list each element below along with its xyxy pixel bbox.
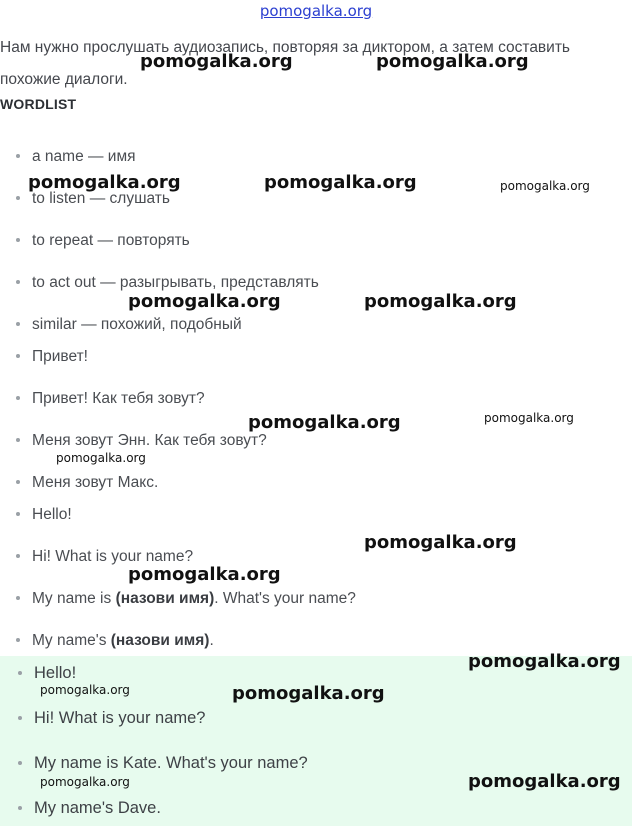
dialog-line [18,799,161,818]
watermark: pomogalka.org [468,771,621,792]
bullet-icon [16,238,20,242]
watermark: pomogalka.org [468,651,621,672]
watermark: pomogalka.org [128,564,281,585]
bullet-icon [18,716,22,720]
list-item [16,348,88,366]
dialog-line [18,709,205,728]
list-item-text: to act out — разыгрывать, представлять [32,274,319,291]
site-header-link[interactable]: pomogalka.org [259,2,373,20]
list-item-text: Hi! What is your name? [32,548,194,565]
watermark: pomogalka.org [40,775,130,789]
intro-paragraph: Нам нужно прослушать аудиозапись, повторяя за диктором, а затем составить похожие диалоги. [0,39,571,88]
bullet-icon [18,761,22,765]
watermark: pomogalka.org [500,179,590,193]
watermark: pomogalka.org [364,291,517,312]
list-item-text-after: . What's your name? [214,590,356,607]
watermark: pomogalka.org [40,683,130,697]
list-item [16,274,319,292]
list-item-text: Hello! [32,506,72,523]
watermark: pomogalka.org [484,411,574,425]
bullet-icon [16,512,20,516]
dialog-line [18,754,308,773]
bullet-icon [16,554,20,558]
bullet-icon [16,154,20,158]
list-item [16,474,158,492]
list-item [16,506,72,524]
bullet-icon [16,438,20,442]
list-item-text: Привет! Как тебя зовут? [32,390,205,407]
list-item [16,432,267,450]
watermark: pomogalka.org [232,683,385,704]
bullet-icon [16,196,20,200]
watermark: pomogalka.org [128,291,281,312]
bullet-icon [16,322,20,326]
watermark: pomogalka.org [140,51,293,72]
list-item-text-after: . [209,632,214,649]
bullet-icon [16,280,20,284]
dialog-line-text: Hi! What is your name? [34,709,206,727]
list-item [16,148,136,166]
dialog-line [18,664,76,683]
list-item-placeholder: (назови имя) [115,590,215,607]
watermark: pomogalka.org [264,172,417,193]
watermark: pomogalka.org [248,412,401,433]
list-item-text: to repeat — повторять [32,232,190,249]
list-item-text: Меня зовут Энн. Как тебя зовут? [32,432,267,449]
list-item-text: Привет! [32,348,88,365]
watermark: pomogalka.org [376,51,529,72]
watermark: pomogalka.org [28,172,181,193]
list-item-text: Меня зовут Макс. [32,474,159,491]
dialog-line-text: Hello! [34,664,77,682]
bullet-icon [16,480,20,484]
bullet-icon [18,806,22,810]
watermark: pomogalka.org [56,451,146,465]
list-item [16,316,242,334]
dialog-line-text: My name is Kate. What's your name? [34,754,308,772]
list-item [16,590,356,608]
bullet-icon [16,596,20,600]
bullet-icon [16,396,20,400]
list-item [16,232,190,250]
list-item-text-before: My name is [32,590,116,607]
list-item-placeholder: (назови имя) [110,632,210,649]
dialog-line-text: My name's Dave. [34,799,161,817]
wordlist-heading: WORDLIST [0,96,77,112]
list-item-text: to listen — слушать [32,190,170,207]
list-item-text: a name — имя [32,148,136,165]
bullet-icon [16,354,20,358]
dialog-example-box [0,656,632,826]
list-item [16,632,214,650]
watermark: pomogalka.org [364,532,517,553]
list-item-text-before: My name's [32,632,111,649]
list-item-text: similar — похожий, подобный [32,316,242,333]
bullet-icon [18,671,22,675]
bullet-icon [16,638,20,642]
list-item [16,390,205,408]
